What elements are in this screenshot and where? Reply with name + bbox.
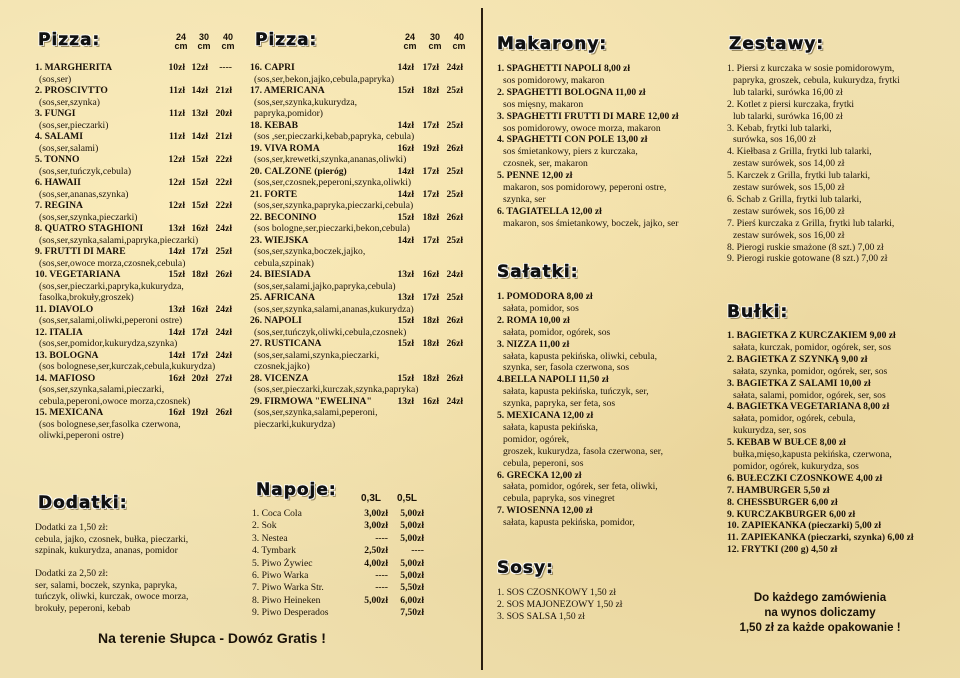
list-line: 6. TAGIATELLA 12,00 zł bbox=[497, 205, 602, 217]
menu-item-name: 7. REGINA bbox=[35, 200, 83, 211]
size-header: 30 cm bbox=[197, 32, 211, 51]
menu-item-desc: (sos,ser,salami) bbox=[39, 142, 99, 154]
menu-item-price: 17zł bbox=[191, 326, 208, 338]
dodatki-line: tuńczyk, oliwki, kurczak, owoce morza, bbox=[35, 591, 189, 602]
zestaw-line: 3. Kebab, frytki lub talarki, bbox=[727, 122, 832, 134]
menu-item-price: 21zł bbox=[215, 131, 232, 142]
zestawy-heading: Zestawy: bbox=[729, 34, 825, 54]
list-line: 5. MEXICANA 12,00 zł bbox=[497, 410, 594, 421]
menu-item-name: 15. MEXICANA bbox=[35, 407, 104, 418]
zestaw-line: 2. Kotlet z piersi kurczaka, frytki bbox=[727, 98, 855, 110]
menu-item-price: 24zł bbox=[446, 269, 463, 280]
zestaw-line: surówka, sos 16,00 zł bbox=[733, 134, 816, 146]
menu-item-price: ---- bbox=[219, 62, 232, 73]
menu-item-price: 17zł bbox=[191, 246, 208, 257]
menu-item-price: 16zł bbox=[422, 269, 439, 280]
list-line: sos śmietankowy, piers z kurczaka, bbox=[503, 146, 638, 158]
menu-item-name: 2. PROSCIVTTO bbox=[35, 85, 108, 96]
list-line: sałata, pomidor, ogórek, ser feta, oliwki, bbox=[503, 481, 658, 493]
drink-price: ---- bbox=[375, 570, 388, 581]
list-line: szynka, papryka, ser feta, sos bbox=[503, 398, 616, 410]
list-line: 9. KURCZAKBURGER 6,00 zł bbox=[727, 508, 856, 520]
list-line: 4.BELLA NAPOLI 11,50 zł bbox=[497, 374, 609, 386]
list-line: makaron, sos pomidorowy, peperoni ostre, bbox=[503, 182, 667, 193]
menu-item-price: 25zł bbox=[446, 234, 463, 246]
dodatki-line: brokuły, peperoni, kebab bbox=[35, 602, 131, 614]
list-line: makaron, sos śmietankowy, boczek, jajko, ser bbox=[503, 217, 679, 229]
menu-item-price: 26zł bbox=[446, 338, 463, 349]
list-line: sałata, kapusta pekińska, tuńczyk, ser, bbox=[503, 386, 649, 398]
zestaw-line: 4. Kiełbasa z Grilla, frytki lub talarki, bbox=[727, 146, 872, 158]
list-line: 10. ZAPIEKANKA (pieczarki) 5,00 zł bbox=[727, 520, 882, 532]
menu-item-price: 21zł bbox=[215, 85, 232, 96]
menu-item-price: 24zł bbox=[446, 62, 463, 73]
menu-item-price: 14zł bbox=[397, 188, 414, 200]
menu-item-price: 14zł bbox=[191, 131, 208, 142]
menu-item-desc: (sos,ser,pomidor,kukurydza,szynka) bbox=[39, 338, 178, 349]
list-line: 3. SPAGHETTI FRUTTI DI MARE 12,00 zł bbox=[497, 110, 679, 122]
menu-item-price: 26zł bbox=[446, 211, 463, 223]
menu-item-desc: (sos bolognese,ser,fasolka czerwona, oliwki,peperoni ostre) bbox=[39, 418, 181, 441]
menu-item-price: 22zł bbox=[215, 154, 232, 165]
drink-name: 5. Piwo Żywiec bbox=[252, 557, 313, 569]
menu-item-desc: (sos,ser,salami,jajko,papryka,cebula) bbox=[254, 280, 396, 292]
menu-item-price: 14zł bbox=[397, 234, 414, 246]
menu-item-price: 17zł bbox=[422, 119, 439, 131]
list-line: sałata, salami, pomidor, ogórek, ser, sos bbox=[733, 389, 886, 401]
drink-price: 6,00zł bbox=[400, 594, 424, 606]
list-line: cebula, peperoni, sos bbox=[503, 457, 584, 469]
makarony-heading: Makarony: bbox=[497, 34, 608, 54]
zestaw-line: 7. Pierś kurczaka z Grilla, frytki lub talarki, bbox=[727, 217, 895, 229]
menu-item-desc: (sos,ser,ananas,szynka) bbox=[39, 188, 129, 200]
packaging-line: Do każdego zamówienia bbox=[753, 592, 887, 604]
menu-item-price: 15zł bbox=[191, 200, 208, 211]
menu-item-price: 17zł bbox=[422, 292, 439, 303]
menu-item-price: 15zł bbox=[397, 211, 414, 223]
menu-item-price: 10zł bbox=[168, 62, 185, 73]
menu-item-name: 8. QUATRO STAGHIONI bbox=[35, 223, 144, 234]
menu-item-name: 20. CALZONE (pieróg) bbox=[250, 165, 347, 177]
menu-item-name: 13. BOLOGNA bbox=[35, 349, 99, 361]
drink-name: 6. Piwo Warka bbox=[252, 570, 309, 581]
menu-item-price: 25zł bbox=[446, 292, 463, 303]
packaging-line: 1,50 zł za każde opakowanie ! bbox=[739, 622, 901, 634]
list-line: 6. GRECKA 12,00 zł bbox=[497, 469, 582, 481]
menu-item-price: 13zł bbox=[168, 223, 185, 234]
menu-item-price: 26zł bbox=[446, 372, 463, 384]
dodatki-line: Dodatki za 1,50 zł: bbox=[35, 522, 108, 533]
list-line: 7. HAMBURGER 5,50 zł bbox=[727, 484, 830, 496]
list-line: cebula, papryka, sos vinegret bbox=[503, 493, 615, 505]
menu-item-desc: (sos,ser,pieczarki,papryka,kukurydza, fasolka,brokuły,groszek) bbox=[39, 280, 184, 303]
drink-price: 5,00zł bbox=[400, 520, 424, 532]
list-line: 12. FRYTKI (200 g) 4,50 zł bbox=[727, 544, 838, 556]
sosy-heading: Sosy: bbox=[497, 558, 554, 578]
list-line: 3. NIZZA 11,00 zł bbox=[497, 338, 570, 350]
drink-price: 5,00zł bbox=[400, 508, 424, 519]
menu-item-price: 26zł bbox=[446, 315, 463, 326]
size-header: 40 cm bbox=[221, 32, 235, 51]
drink-price: 5,00zł bbox=[400, 532, 424, 544]
menu-item-name: 27. RUSTICANA bbox=[250, 338, 322, 349]
salatki-heading: Sałatki: bbox=[497, 262, 579, 282]
list-line: sos pomidorowy, makaron bbox=[503, 74, 605, 86]
menu-item-desc: (sos,ser) bbox=[39, 73, 72, 85]
menu-item-name: 10. VEGETARIANA bbox=[35, 269, 121, 280]
menu-item-price: 14zł bbox=[397, 62, 414, 73]
list-line: 5. PENNE 12,00 zł bbox=[497, 170, 573, 182]
drink-name: 9. Piwo Desperados bbox=[252, 607, 329, 619]
menu-item-price: 12zł bbox=[191, 62, 208, 73]
drink-price: 5,00zł bbox=[400, 557, 424, 569]
menu-item-price: 19zł bbox=[191, 407, 208, 418]
menu-item-name: 24. BIESIADA bbox=[250, 269, 311, 280]
menu-item-price: 25zł bbox=[446, 188, 463, 200]
menu-item-price: 18zł bbox=[191, 269, 208, 280]
menu-item-price: 25zł bbox=[446, 85, 463, 96]
menu-item-price: 13zł bbox=[397, 292, 414, 303]
menu-item-price: 15zł bbox=[397, 338, 414, 349]
menu-item-name: 29. FIRMOWA "EWELINA" bbox=[250, 395, 372, 407]
menu-item-price: 20zł bbox=[215, 108, 232, 119]
menu-item-desc: (sos,ser,szynka,salami,pieczarki, cebula,peperoni,owoce morza,czosnek) bbox=[39, 384, 191, 407]
menu-item-price: 25zł bbox=[215, 246, 232, 257]
list-line: sałata, pomidor, ogórek, sos bbox=[503, 326, 611, 338]
menu-item-price: 17zł bbox=[422, 188, 439, 200]
list-line: sałata, kapusta pekińska, oliwki, cebula, bbox=[503, 350, 657, 362]
drink-name: 4. Tymbark bbox=[252, 545, 296, 557]
drink-price: ---- bbox=[411, 545, 424, 557]
drink-name: 8. Piwo Heineken bbox=[252, 594, 321, 606]
list-line: szynka, ser, fasola czerwona, sos bbox=[503, 362, 630, 374]
list-line: 7. WIOSENNA 12,00 zł bbox=[497, 505, 593, 517]
menu-item-price: 18zł bbox=[422, 211, 439, 223]
menu-item-desc: (sos,ser,szynka,salami,papryka,pieczarki) bbox=[39, 234, 199, 246]
list-line: 1. SOS CZOSNKOWY 1,50 zł bbox=[497, 587, 617, 598]
menu-item-price: 24zł bbox=[446, 395, 463, 407]
drink-name: 3. Nestea bbox=[252, 532, 288, 544]
list-line: 2. SPAGHETTI BOLOGNA 11,00 zł bbox=[497, 86, 646, 98]
delivery-note: Na terenie Słupca - Dowóz Gratis ! bbox=[98, 630, 326, 646]
dodatki-line: szpinak, kukurydza, ananas, pomidor bbox=[35, 545, 178, 556]
menu-item-name: 28. VICENZA bbox=[250, 372, 309, 384]
menu-item-name: 18. KEBAB bbox=[250, 119, 298, 131]
menu-item-price: 27zł bbox=[215, 372, 232, 384]
drink-price: 5,50zł bbox=[400, 582, 424, 594]
menu-item-price: 25zł bbox=[446, 165, 463, 177]
menu-item-desc: (sos,ser,salami,szynka,pieczarki, czosnek,jajko) bbox=[254, 349, 380, 372]
zestaw-line: zestaw surówek, sos 16,00 zł bbox=[733, 229, 845, 241]
menu-item-desc: (sos,ser,pieczarki,kurczak,szynka,papryka) bbox=[254, 384, 419, 395]
menu-item-name: 3. FUNGI bbox=[35, 108, 76, 119]
list-line: 2. ROMA 10,00 zł bbox=[497, 314, 570, 326]
menu-item-price: 18zł bbox=[422, 85, 439, 96]
menu-item-name: 19. VIVA ROMA bbox=[250, 142, 320, 154]
menu-item-price: 12zł bbox=[168, 200, 185, 211]
bulki-heading: Bułki: bbox=[727, 302, 789, 322]
menu-item-price: 14zł bbox=[397, 119, 414, 131]
menu-item-desc: (sos,ser,szynka,salami,peperoni, pieczarki,kukurydza) bbox=[254, 407, 378, 430]
zestaw-line: 8. Pierogi ruskie smażone (8 szt.) 7,00 zł bbox=[727, 241, 884, 253]
menu-item-price: 26zł bbox=[215, 407, 232, 418]
drink-name: 7. Piwo Warka Str. bbox=[252, 582, 324, 594]
menu-item-price: 20zł bbox=[191, 372, 208, 384]
menu-item-price: 16zł bbox=[168, 407, 185, 418]
menu-item-price: 15zł bbox=[397, 315, 414, 326]
size-header: 24 cm bbox=[403, 32, 417, 51]
menu-item-price: 14zł bbox=[191, 85, 208, 96]
dodatki-line: ser, salami, boczek, szynka, papryka, bbox=[35, 579, 178, 591]
list-line: 3. BAGIETKA Z SALAMI 10,00 zł bbox=[727, 377, 871, 389]
menu-item-name: 23. WIEJSKA bbox=[250, 234, 309, 246]
zestaw-line: 1. Piersi z kurczaka w sosie pomidorowym, bbox=[727, 63, 895, 74]
menu-item-price: 16zł bbox=[422, 395, 439, 407]
menu-item-price: 13zł bbox=[397, 269, 414, 280]
size-header: 30 cm bbox=[428, 32, 442, 51]
list-line: kukurydza, ser, sos bbox=[733, 425, 807, 437]
drink-name: 1. Coca Cola bbox=[252, 508, 302, 519]
menu-item-price: 22zł bbox=[215, 177, 232, 188]
drink-name: 2. Sok bbox=[252, 520, 277, 532]
zestaw-line: lub talarki, surówka 16,00 zł bbox=[733, 110, 843, 122]
menu-item-price: 16zł bbox=[191, 303, 208, 315]
zestaw-line: lub talarki, surówka 16,00 zł bbox=[733, 86, 843, 98]
menu-item-desc: (sos,ser,szynka,papryka,pieczarki,cebula) bbox=[254, 200, 414, 211]
drink-price: 2,50zł bbox=[364, 545, 388, 557]
menu-item-name: 14. MAFIOSO bbox=[35, 372, 96, 384]
list-line: szynka, ser bbox=[503, 193, 546, 205]
menu-item-price: 24zł bbox=[215, 223, 232, 234]
menu-item-desc: (sos bolognese,ser,kurczak,cebula,kukurydza) bbox=[39, 361, 216, 372]
menu-item-price: 13zł bbox=[397, 395, 414, 407]
zestaw-line: 6. Schab z Grilla, frytki lub talarki, bbox=[727, 193, 862, 205]
menu-item-name: 11. DIAVOLO bbox=[35, 303, 94, 315]
menu-item-name: 1. MARGHERITA bbox=[35, 62, 113, 73]
menu-item-price: 19zł bbox=[422, 142, 439, 154]
menu-item-desc: (sos,ser,szynka) bbox=[39, 96, 100, 108]
menu-item-name: 26. NAPOLI bbox=[250, 315, 302, 326]
menu-item-price: 15zł bbox=[168, 269, 185, 280]
list-line: 4. BAGIETKA VEGETARIANA 8,00 zł bbox=[727, 401, 890, 413]
list-line: 4. SPAGHETTI CON POLE 13,00 zł bbox=[497, 134, 648, 146]
size-header: 24 cm bbox=[174, 32, 188, 51]
menu-item-price: 14zł bbox=[168, 349, 185, 361]
menu-item-desc: (sos,ser,szynka,pieczarki) bbox=[39, 211, 138, 223]
menu-item-price: 15zł bbox=[191, 154, 208, 165]
menu-item-price: 18zł bbox=[422, 372, 439, 384]
menu-item-name: 9. FRUTTI DI MARE bbox=[35, 246, 126, 257]
list-line: 11. ZAPIEKANKA (pieczarki, szynka) 6,00 zł bbox=[727, 532, 914, 544]
drink-price: 7,50zł bbox=[400, 607, 424, 619]
menu-item-price: 15zł bbox=[397, 372, 414, 384]
menu-item-price: 13zł bbox=[168, 303, 185, 315]
menu-item-name: 25. AFRICANA bbox=[250, 292, 316, 303]
menu-item-name: 4. SALAMI bbox=[35, 131, 83, 142]
list-line: czosnek, ser, makaron bbox=[503, 158, 588, 170]
menu-item-price: 22zł bbox=[215, 200, 232, 211]
menu-item-name: 17. AMERICANA bbox=[250, 85, 325, 96]
list-line: pomidor, ogórek, kukurydza, sos bbox=[733, 460, 859, 472]
dodatki-heading: Dodatki: bbox=[38, 493, 128, 513]
menu-item-desc: (sos,ser,szynka,boczek,jajko, cebula,szpinak) bbox=[254, 246, 366, 269]
pizza-heading: Pizza: bbox=[255, 30, 318, 50]
dodatki-line: cebula, jajko, czosnek, bułka, pieczarki, bbox=[35, 533, 189, 545]
menu-item-desc: (sos,ser,czosnek,peperoni,szynka,oliwki) bbox=[254, 177, 412, 188]
menu-item-price: 12zł bbox=[168, 177, 185, 188]
list-line: 8. CHESSBURGER 6,00 zł bbox=[727, 496, 838, 508]
zestaw-line: 5. Karczek z Grilla, frytki lub talarki, bbox=[727, 170, 871, 182]
menu-item-name: 16. CAPRI bbox=[250, 62, 295, 73]
zestaw-line: 9. Pierogi ruskie gotowane (8 szt.) 7,00 zł bbox=[727, 253, 888, 265]
menu-item-desc: (sos bologne,ser,pieczarki,bekon,cebula) bbox=[254, 223, 410, 234]
menu-item-price: 12zł bbox=[168, 154, 185, 165]
menu-item-price: 17zł bbox=[422, 234, 439, 246]
list-line: 1. POMODORA 8,00 zł bbox=[497, 291, 593, 302]
menu-item-name: 21. FORTE bbox=[250, 188, 298, 200]
packaging-line: na wynos doliczamy bbox=[764, 607, 876, 619]
list-line: groszek, kukurydza, fasola czerwona, ser, bbox=[503, 445, 663, 457]
menu-item-desc: (sos,ser,salami,oliwki,peperoni ostre) bbox=[39, 315, 183, 326]
menu-item-name: 6. HAWAII bbox=[35, 177, 81, 188]
menu-item-name: 22. BECONINO bbox=[250, 211, 317, 223]
list-line: bułka,mięso,kapusta pekińska, czerwona, bbox=[733, 449, 892, 460]
list-line: sos pomidorowy, owoce morza, makaron bbox=[503, 122, 661, 134]
size-header: 40 cm bbox=[452, 32, 466, 51]
list-line: sałata, pomidor, sos bbox=[503, 302, 579, 314]
list-line: 2. BAGIETKA Z SZYNKĄ 9,00 zł bbox=[727, 353, 868, 365]
list-line: 1. BAGIETKA Z KURCZAKIEM 9,00 zł bbox=[727, 330, 896, 341]
size-header: 0,5L bbox=[396, 493, 417, 504]
drink-price: 4,00zł bbox=[364, 557, 388, 569]
menu-item-desc: (sos,ser,pieczarki) bbox=[39, 119, 109, 131]
menu-item-price: 11zł bbox=[169, 108, 185, 119]
zestaw-line: zestaw surówek, sos 15,00 zł bbox=[733, 182, 845, 193]
list-line: sałata, kapusta pekińska, pomidor, bbox=[503, 517, 635, 529]
list-line: 5. KEBAB W BUŁCE 8,00 zł bbox=[727, 437, 846, 449]
drink-price: 3,00zł bbox=[364, 508, 388, 519]
list-line: 6. BUŁECZKI CZOSNKOWE 4,00 zł bbox=[727, 472, 883, 484]
menu-item-desc: (sos,ser,tuńczyk,cebula) bbox=[39, 165, 132, 177]
menu-item-price: 18zł bbox=[422, 338, 439, 349]
list-line: pomidor, ogórek, bbox=[503, 433, 569, 445]
menu-item-price: 24zł bbox=[215, 326, 232, 338]
menu-item-price: 17zł bbox=[422, 62, 439, 73]
drink-price: 3,00zł bbox=[364, 520, 388, 532]
list-line: sałata, kurczak, pomidor, ogórek, ser, sos bbox=[733, 341, 892, 353]
drink-price: ---- bbox=[375, 582, 388, 594]
menu-item-price: 14zł bbox=[168, 326, 185, 338]
menu-item-desc: (sos ,ser,pieczarki,kebab,papryka, cebula) bbox=[254, 131, 415, 142]
menu-item-price: 17zł bbox=[422, 165, 439, 177]
menu-item-name: 5. TONNO bbox=[35, 154, 80, 165]
menu-item-price: 16zł bbox=[168, 372, 185, 384]
menu-item-price: 11zł bbox=[169, 131, 185, 142]
list-line: 2. SOS MAJONEZOWY 1,50 zł bbox=[497, 598, 623, 610]
menu-item-price: 16zł bbox=[397, 142, 414, 154]
menu-item-price: 11zł bbox=[169, 85, 185, 96]
zestaw-line: zestaw surówek, sos 16,00 zł bbox=[733, 205, 845, 217]
napoje-heading: Napoje: bbox=[256, 480, 337, 500]
page-divider bbox=[481, 8, 483, 670]
menu-item-price: 24zł bbox=[215, 303, 232, 315]
list-line: sos mięsny, makaron bbox=[503, 98, 584, 110]
menu-item-desc: (sos,ser,tuńczyk,oliwki,cebula,czosnek) bbox=[254, 326, 407, 338]
list-line: sałata, kapusta pekińska, bbox=[503, 421, 598, 433]
list-line: sałata, pomidor, ogórek, cebula, bbox=[733, 413, 856, 425]
menu-item-price: 16zł bbox=[191, 223, 208, 234]
zestaw-line: zestaw surówek, sos 14,00 zł bbox=[733, 158, 845, 170]
menu-item-price: 14zł bbox=[397, 165, 414, 177]
dodatki-line: Dodatki za 2,50 zł: bbox=[35, 568, 108, 579]
menu-item-price: 17zł bbox=[191, 349, 208, 361]
size-header: 0,3L bbox=[360, 493, 381, 504]
menu-item-price: 13zł bbox=[191, 108, 208, 119]
list-line: sałata, szynka, pomidor, ogórek, ser, sos bbox=[733, 365, 888, 377]
menu-item-price: 24zł bbox=[215, 349, 232, 361]
menu-item-name: 12. ITALIA bbox=[35, 326, 83, 338]
menu-item-desc: (sos,ser,owoce morza,czosnek,cebula) bbox=[39, 257, 186, 269]
menu-item-price: 25zł bbox=[446, 119, 463, 131]
drink-price: ---- bbox=[375, 532, 388, 544]
menu-item-price: 15zł bbox=[397, 85, 414, 96]
menu-item-price: 18zł bbox=[422, 315, 439, 326]
menu-item-price: 14zł bbox=[168, 246, 185, 257]
menu-item-desc: (sos,ser,krewetki,szynka,ananas,oliwki) bbox=[254, 154, 407, 165]
menu-item-price: 26zł bbox=[215, 269, 232, 280]
menu-item-desc: (sos,ser,szynka,salami,ananas,kukurydza) bbox=[254, 303, 414, 315]
pizza-heading: Pizza: bbox=[38, 30, 101, 50]
menu-item-price: 26zł bbox=[446, 142, 463, 154]
menu-item-desc: (sos,ser,szynka,kukurydza, papryka,pomidor) bbox=[254, 96, 357, 119]
list-line: 3. SOS SALSA 1,50 zł bbox=[497, 610, 585, 622]
drink-price: 5,00zł bbox=[364, 594, 388, 606]
menu-item-price: 15zł bbox=[191, 177, 208, 188]
list-line: 1. SPAGHETTI NAPOLI 8,00 zł bbox=[497, 63, 631, 74]
menu-item-desc: (sos,ser,bekon,jajko,cebula,papryka) bbox=[254, 73, 395, 85]
drink-price: 5,00zł bbox=[400, 570, 424, 581]
zestaw-line: papryka, groszek, cebula, kukurydza, frytki bbox=[733, 74, 900, 86]
